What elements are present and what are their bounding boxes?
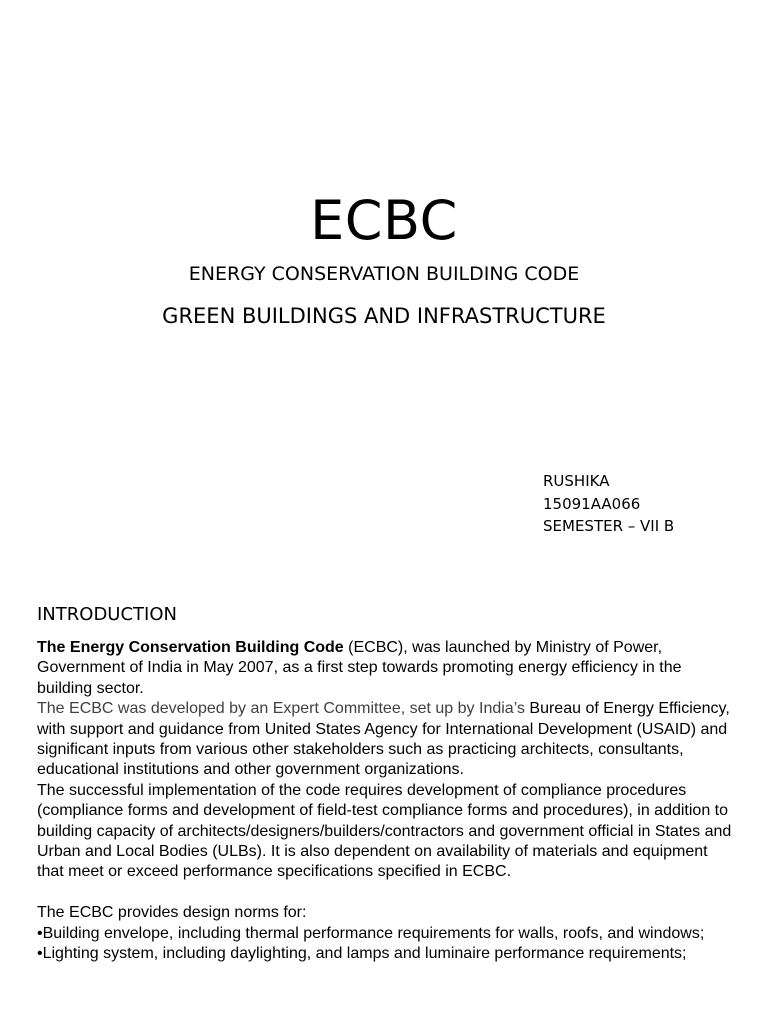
paragraph-development-lead: The ECBC was developed by an Expert Committee, set up by India’s: [37, 700, 530, 718]
author-semester: SEMESTER – VII B: [543, 517, 675, 535]
paragraph-launch-bold: The Energy Conservation Building Code: [37, 639, 344, 656]
subtitle-green-buildings: GREEN BUILDINGS AND INFRASTRUCTURE: [162, 304, 606, 328]
paragraph-spacer: [37, 883, 737, 903]
paragraph-development-agency: Bureau of Energy Efficiency, with support and guidance from United States Agency for International Development: [37, 700, 730, 738]
paragraph-design-norms: The ECBC provides design norms for:: [37, 904, 307, 922]
author-name: RUSHIKA: [543, 472, 610, 490]
introduction-body: [37, 638, 737, 964]
section-heading-introduction: INTRODUCTION: [37, 604, 177, 625]
list-item: •Building envelope, including thermal performance requirements for walls, roofs, and windows;: [37, 924, 705, 942]
subtitle-energy-code: ENERGY CONSERVATION BUILDING CODE: [188, 263, 580, 285]
paragraph-development-text: (USAID) and significant inputs from various other stakeholders such as practicing architects, consultants, educational institutions and other government organizations.: [37, 720, 728, 779]
list-item: •Lighting system, including daylighting, and lamps and luminaire performance requirements;: [37, 945, 687, 963]
paragraph-development: [37, 699, 737, 781]
author-id: 15091AA066: [543, 494, 641, 513]
paragraph-implementation: The successful implementation of the code requires development of compliance procedures (compliance forms and development of field-test compliance forms and procedures), in addition to building capacity of architects/designers/builders/contractors and government official in States and Urban and Local Bodies (ULBs). It is also dependent on availability of materials and equipment that meet or exceed performance specifications specified in ECBC.: [37, 781, 732, 881]
author-block: [543, 470, 674, 538]
paragraph-launch-text: (ECBC), was launched by Ministry of Power, Government of India in May 2007, as a first step towards promoting energy efficiency in the building sector.: [37, 639, 682, 697]
paragraph-launch: [37, 638, 737, 699]
page-title: ECBC: [310, 189, 458, 252]
